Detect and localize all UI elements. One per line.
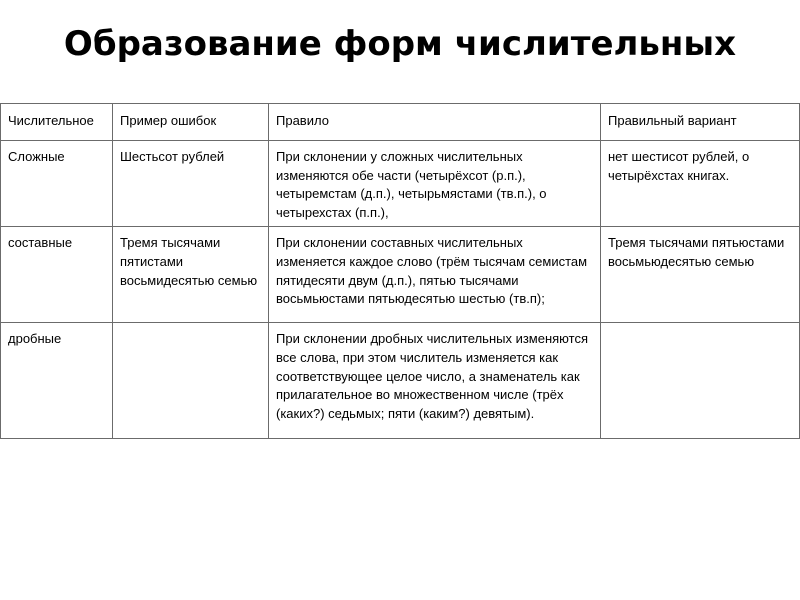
numerals-table	[0, 103, 800, 439]
header-rule: Правило	[269, 104, 601, 141]
cell-correct-variant: Тремя тысячами пятьюстами восьмьюдесятью семью	[601, 227, 800, 323]
header-correct-variant: Правильный вариант	[601, 104, 800, 141]
cell-rule: При склонении у сложных числительных изменяются обе части (четырёхсот (р.п.), четыремстам (д.п.), четырьмястами (тв.п.), о четырехстах (п.п.),	[269, 141, 601, 227]
header-numeral: Числительное	[1, 104, 113, 141]
cell-rule: При склонении составных числительных изменяется каждое слово (трём тысячам семистам пятидесяти двум (д.п.), пятью тысячами восьмьюстами пятьюдесятью шестью (тв.п);	[269, 227, 601, 323]
table-row	[1, 323, 800, 439]
cell-error-example: Тремя тысячами пятистами восьмидесятью семью	[113, 227, 269, 323]
slide-title: Образование форм числительных	[63, 24, 737, 64]
cell-error-example: Шестьсот рублей	[113, 141, 269, 227]
cell-error-example	[113, 323, 269, 439]
cell-numeral-type: составные	[1, 227, 113, 323]
header-error-example: Пример ошибок	[113, 104, 269, 141]
table-row	[1, 227, 800, 323]
cell-numeral-type: дробные	[1, 323, 113, 439]
cell-numeral-type: Сложные	[1, 141, 113, 227]
table-row	[1, 141, 800, 227]
cell-correct-variant: нет шестисот рублей, о четырёхстах книгах.	[601, 141, 800, 227]
table-header-row	[1, 104, 800, 141]
cell-rule: При склонении дробных числительных изменяются все слова, при этом числитель изменяется как соответствующее целое число, а знаменатель как прилагательное во множественном числе (трёх (каких?) седьмых; пяти (каким?) девятым).	[269, 323, 601, 439]
cell-correct-variant	[601, 323, 800, 439]
